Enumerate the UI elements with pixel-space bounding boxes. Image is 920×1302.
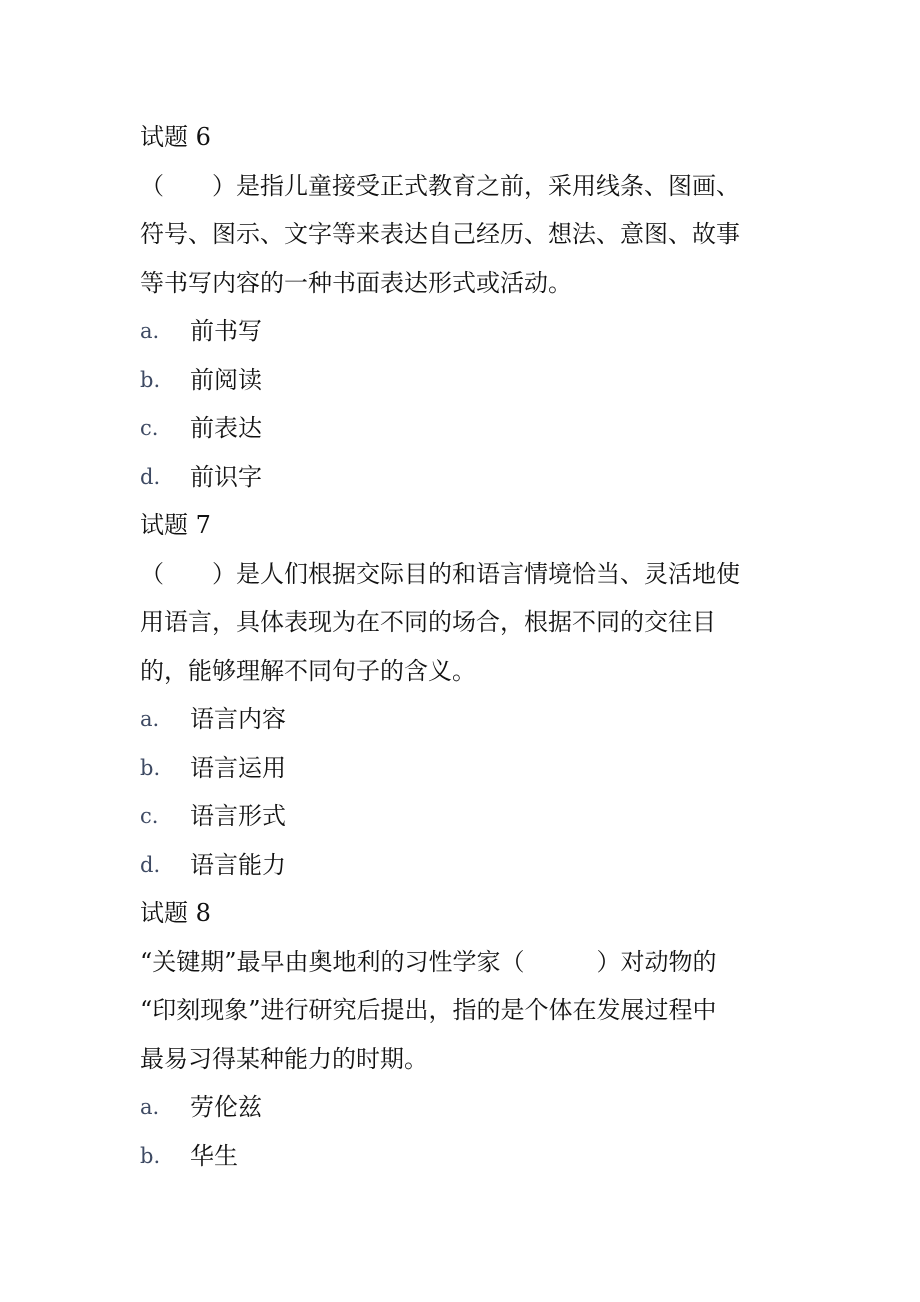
answer-option	[140, 841, 780, 890]
option-text: 前阅读	[190, 365, 262, 394]
question-stem-line: （ ）是人们根据交际目的和语言情境恰当、灵活地使	[140, 559, 740, 588]
answer-option	[140, 404, 780, 453]
option-text: 语言内容	[190, 705, 286, 733]
answer-option	[140, 453, 780, 502]
question-stem-line: 符号、图示、文字等来表达自己经历、想法、意图、故事	[140, 220, 740, 248]
option-text: 语言运用	[190, 753, 286, 782]
option-letter: b.	[140, 367, 161, 392]
option-text: 前识字	[190, 462, 262, 491]
option-letter: d.	[140, 852, 161, 877]
option-text: 语言能力	[190, 850, 286, 879]
option-letter: c.	[140, 804, 159, 828]
option-letter: a.	[140, 707, 160, 731]
option-letter: b.	[140, 1143, 161, 1168]
question-stem-line: 最易习得某种能力的时期。	[140, 1044, 428, 1073]
answer-option	[140, 1083, 780, 1132]
answer-option	[140, 695, 780, 744]
question-heading: 试题 8	[140, 899, 211, 927]
question-stem-line: 等书写内容的一种书面表达形式或活动。	[140, 268, 572, 297]
option-text: 语言形式	[190, 802, 286, 830]
option-letter: a.	[140, 319, 160, 343]
question-heading: 试题 6	[140, 123, 211, 151]
question-stem-line: 的，能够理解不同句子的含义。	[140, 656, 476, 685]
answer-option	[140, 1132, 780, 1181]
option-letter: a.	[140, 1095, 160, 1119]
question-stem-line: “印刻现象”进行研究后提出，指的是个体在发展过程中	[140, 996, 717, 1024]
question-stem-line: （ ）是指儿童接受正式教育之前，采用线条、图画、	[140, 171, 740, 200]
option-letter: d.	[140, 464, 161, 489]
question-list	[140, 113, 780, 1180]
option-text: 前书写	[190, 317, 262, 345]
answer-option	[140, 744, 780, 793]
option-letter: b.	[140, 755, 161, 780]
option-text: 华生	[190, 1141, 238, 1170]
option-text: 前表达	[190, 414, 262, 442]
option-letter: c.	[140, 416, 159, 440]
option-text: 劳伦兹	[190, 1093, 262, 1121]
question-stem-line: “关键期”最早由奥地利的习性学家（ ）对动物的	[140, 947, 717, 976]
answer-option	[140, 356, 780, 405]
question-heading: 试题 7	[140, 511, 211, 539]
question-stem-line: 用语言，具体表现为在不同的场合，根据不同的交往目	[140, 608, 716, 636]
answer-option	[140, 307, 780, 356]
answer-option	[140, 792, 780, 841]
